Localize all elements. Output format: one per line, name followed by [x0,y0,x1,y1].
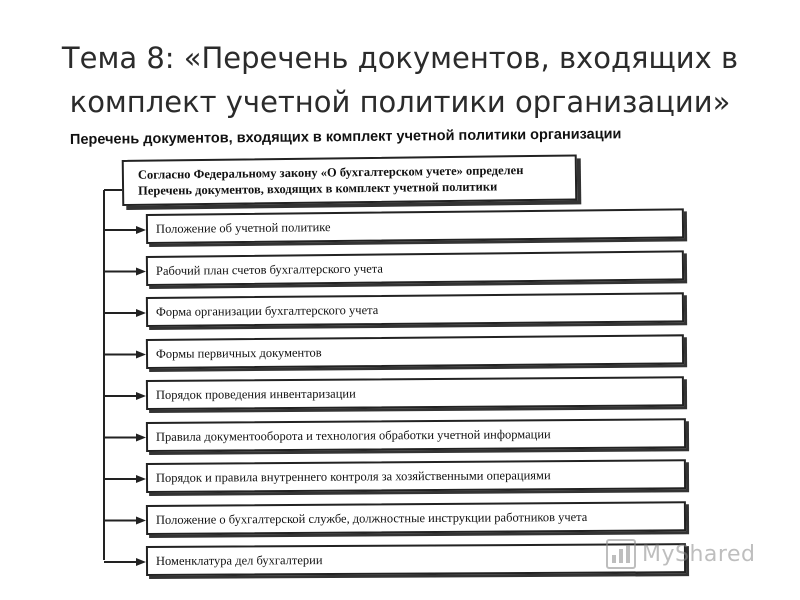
arrowhead-1 [136,226,146,234]
document-item-1: Положение об учетной политике [146,208,684,244]
document-item-8: Положение о бухгалтерской службе, должностные инструкции работников учета [146,501,686,535]
arrowhead-7 [136,475,146,483]
arrowhead-3 [136,309,146,317]
document-item-2: Рабочий план счетов бухгалтерского учета [146,250,684,286]
document-item-3: Форма организации бухгалтерского учета [146,292,684,327]
watermark [606,536,755,572]
slide-title-line-2: комплект учетной политики организации» [69,85,731,119]
arrowhead-6 [136,434,146,442]
diagram-heading: Перечень документов, входящих в комплект учетной политики организации [69,126,622,148]
arrowhead-4 [136,351,146,359]
arrowhead-2 [136,268,146,276]
bar-chart-icon [606,539,636,569]
arrowhead-8 [136,517,146,525]
slide-title-line-1: Тема 8: «Перечень документов, входящих в [61,41,739,75]
document-item-6: Правила документооборота и технология обработки учетной информации [146,418,686,452]
document-item-7: Порядок и правила внутреннего контроля за хозяйственными операциями [146,459,686,493]
arrowhead-9 [136,558,146,566]
arrowhead-5 [136,392,146,400]
document-item-9: Номенклатура дел бухгалтерии [146,543,686,576]
document-item-4: Формы первичных документов [146,334,684,369]
root-box-line-1: Согласно Федеральному закону «О бухгалтерском учете» определен [137,163,524,182]
watermark-text: MyShared [642,541,756,567]
root-box [122,154,578,206]
document-item-5: Порядок проведения инвентаризации [146,376,684,410]
root-box-line-2: Перечень документов, входящих в комплект учетной политики [138,179,498,198]
